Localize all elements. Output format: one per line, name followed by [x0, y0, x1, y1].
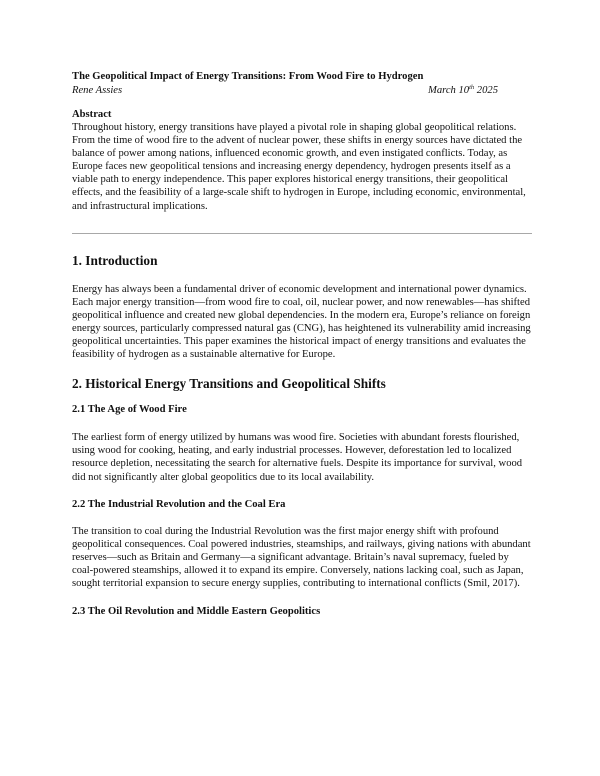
abstract-text: Throughout history, energy transitions have played a pivotal role in shaping global geopolitical relations. From the time of wood fire to the advent of nuclear power, these shifts in energy sources have dictated the balance of power among nations, influenced economic growth, and even instigated conflicts. Today, as Europe faces new geopolitical tensions and increasing energy dependency, hydrogen presents itself as a viable path to energy independence. This paper explores historical energy transitions, their geopolitical effects, and the feasibility of a large-scale shift to hydrogen in Europe, including economic, environmental, and infrastructural implications. [72, 122, 526, 212]
section-heading-introduction: 1. Introduction [72, 252, 158, 268]
wood-paragraph: The earliest form of energy utilized by humans was wood fire. Societies with abundant forests flourished, using wood for cooking, heating, and early industrial processes. However, deforestation led to localized resource depletion, necessitating the search for alternative fuels. Despite its importance for survival, wood did not significantly alter global geopolitics due to its local availability. [72, 432, 523, 483]
document-page [72, 70, 532, 618]
date-month-day: March 10 [428, 85, 470, 96]
subsection-heading-oil: 2.3 The Oil Revolution and Middle Eastern Geopolitics [72, 606, 321, 618]
section-divider [72, 233, 532, 234]
paper-title: The Geopolitical Impact of Energy Transitions: From Wood Fire to Hydrogen [72, 71, 424, 82]
date-year: 2025 [474, 85, 498, 96]
byline [72, 84, 532, 97]
section-heading-historical: 2. Historical Energy Transitions and Geopolitical Shifts [72, 376, 386, 392]
date-ordinal-suffix: th [469, 84, 475, 91]
introduction-paragraph: Energy has always been a fundamental driver of economic development and international power dynamics. Each major energy transition—from wood fire to coal, oil, nuclear power, and now renewables—has shifted geopolitical influence and created new global dependencies. In the modern era, Europe’s reliance on foreign energy sources, particularly compressed natural gas (CNG), has heightened its vulnerability amid increasing geopolitical uncertainties. This paper examines the historical impact of energy transitions and evaluates the feasibility of hydrogen as a sustainable alternative for Europe. [72, 283, 531, 361]
publication-date [428, 84, 498, 97]
abstract-heading: Abstract [72, 109, 112, 120]
subsection-heading-wood: 2.1 The Age of Wood Fire [72, 404, 187, 416]
subsection-heading-coal: 2.2 The Industrial Revolution and the Coal Era [72, 498, 286, 510]
coal-paragraph: The transition to coal during the Industrial Revolution was the first major energy shift with profound geopolitical consequences. Coal powered industries, steamships, and railways, giving nations with abundant reserves—such as Britain and Germany—a significant advantage. Britain’s naval supremacy, fueled by coal-powered steamships, allowed it to expand its empire. Conversely, nations lacking coal, such as Japan, sought territorial expansion to secure energy supplies, contributing to international conflicts (Smil, 2017). [72, 525, 531, 589]
author-name: Rene Assies [72, 85, 123, 96]
